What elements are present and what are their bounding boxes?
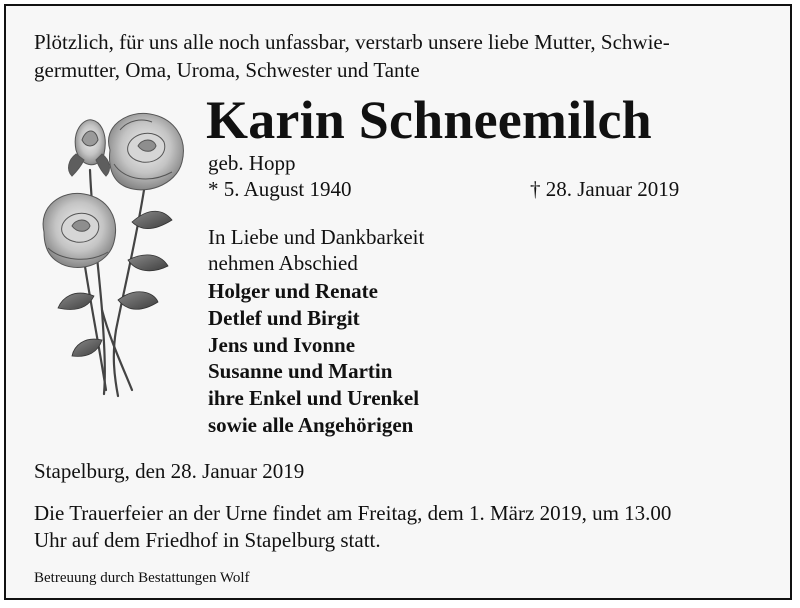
farewell-line: nehmen Abschied [208, 251, 358, 275]
rose-large [109, 113, 184, 189]
birth-date: * 5. August 1940 [208, 177, 352, 201]
rose-bud [69, 120, 110, 176]
mourner-entry: Detlef und Birgit [208, 305, 360, 330]
obituary-notice [4, 4, 792, 600]
mourners-list [208, 278, 419, 439]
intro-line: germutter, Oma, Uroma, Schwester und Tante [34, 58, 420, 82]
roses-illustration [32, 110, 202, 400]
ceremony-line: Die Trauerfeier an der Urne findet am Freitag, dem 1. März 2019, um 13.00 [34, 501, 672, 525]
mourner-entry: Jens und Ivonne [208, 332, 356, 357]
mourner-entry: ihre Enkel und Urenkel [208, 386, 420, 411]
place-and-date: Stapelburg, den 28. Januar 2019 [34, 459, 305, 483]
death-date: † 28. Januar 2019 [530, 177, 680, 201]
maiden-name: geb. Hopp [208, 151, 296, 175]
farewell-line: In Liebe und Dankbarkeit [208, 225, 425, 249]
intro-line: Plötzlich, für uns alle noch unfassbar, verstarb unsere liebe Mutter, Schwie- [34, 30, 670, 54]
mourner-entry: sowie alle Angehörigen [208, 412, 414, 437]
undertaker-credit: Betreuung durch Bestattungen Wolf [34, 570, 250, 586]
farewell-text [208, 224, 424, 276]
ceremony-line: Uhr auf dem Friedhof in Stapelburg statt. [34, 528, 381, 552]
mourner-entry: Susanne und Martin [208, 359, 393, 384]
rose-lower [43, 193, 115, 267]
intro-text [34, 28, 774, 84]
funeral-service-info [34, 500, 784, 554]
deceased-name: Karin Schneemilch [206, 90, 652, 150]
mourner-entry: Holger und Renate [208, 279, 378, 303]
